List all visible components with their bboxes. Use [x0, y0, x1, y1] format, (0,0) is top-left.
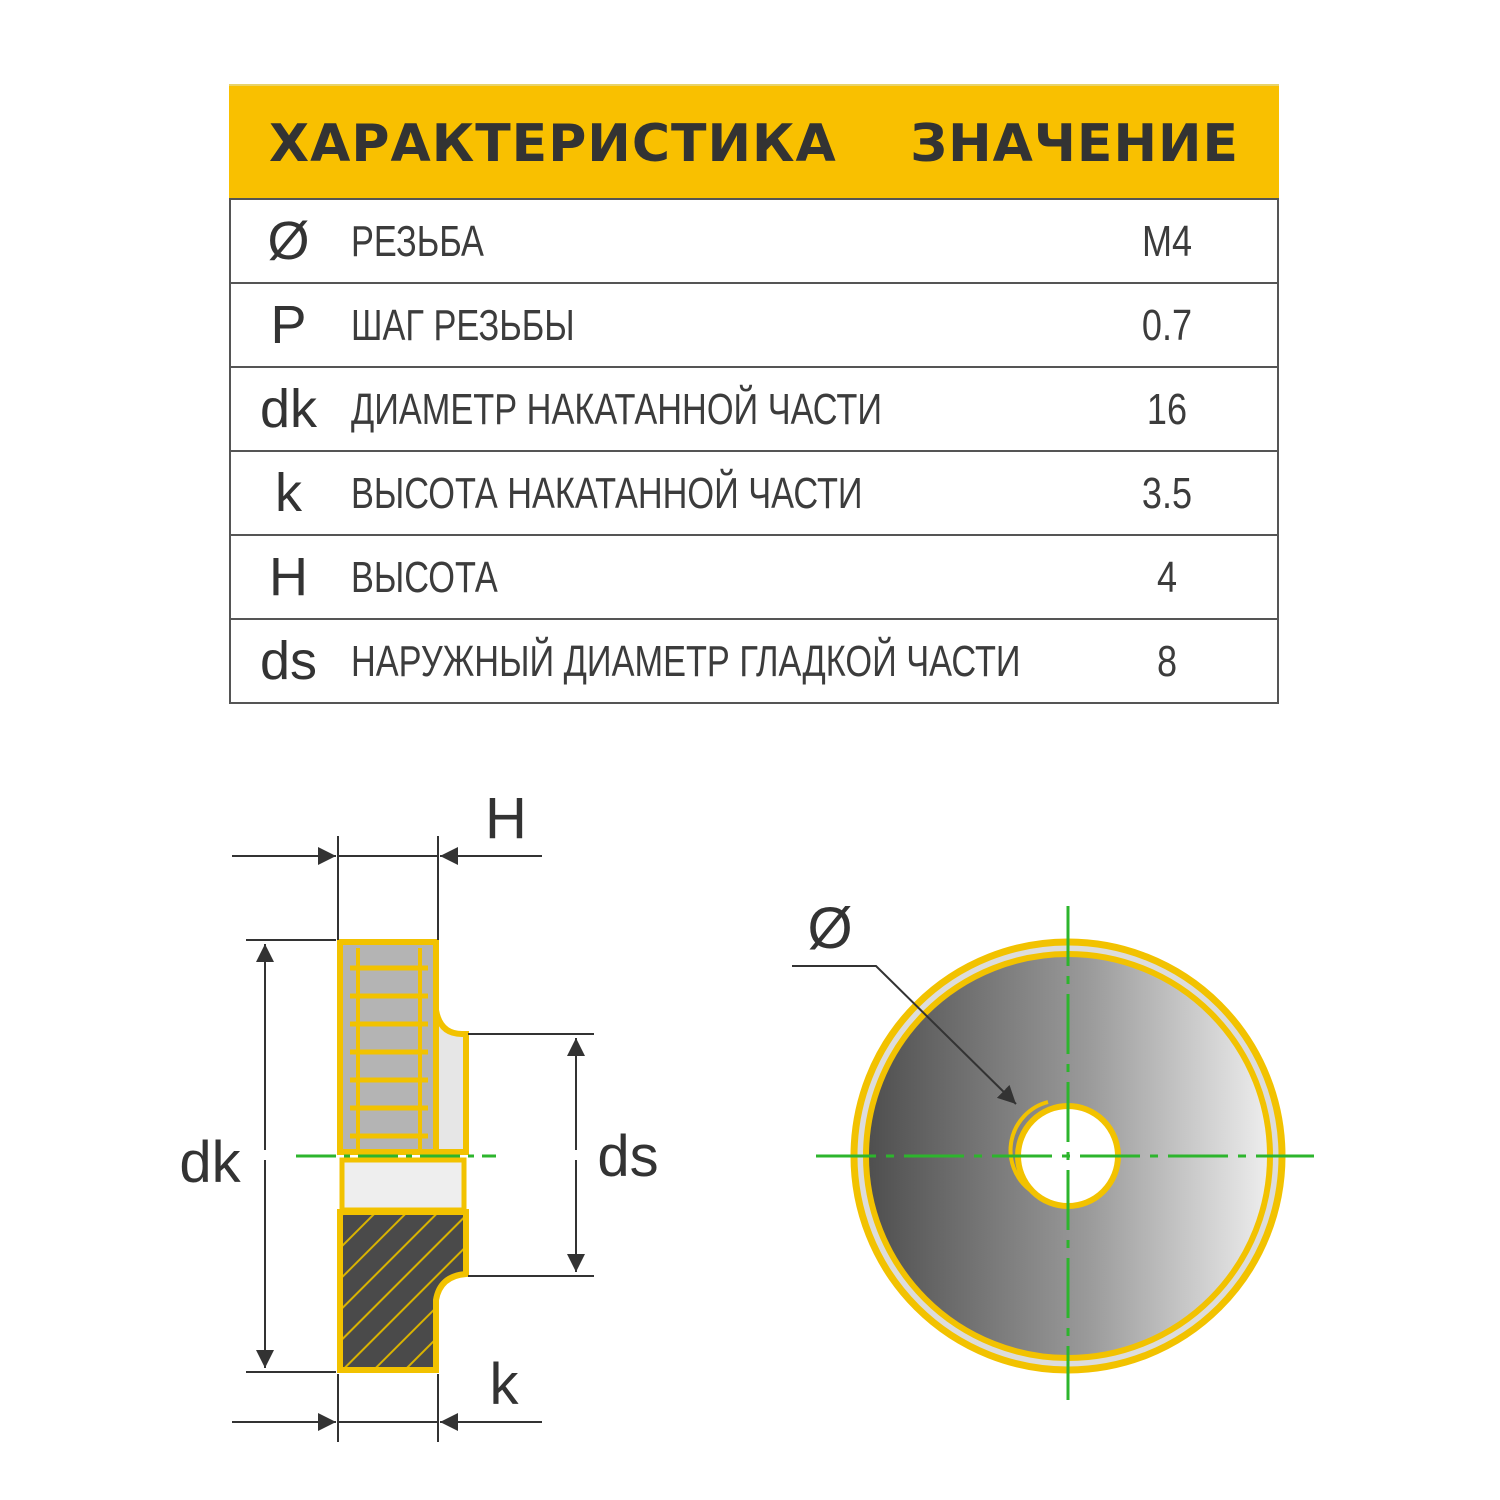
row-label: ШАГ РЕЗЬБЫ: [351, 301, 575, 350]
header-value: ЗНАЧЕНИЕ: [910, 114, 1239, 174]
hatched-section: [340, 1212, 466, 1370]
row-value: 3.5: [1141, 469, 1193, 518]
dimension-H: [232, 786, 542, 940]
label-H: H: [485, 786, 527, 851]
row-symbol: Ø: [267, 211, 310, 271]
row-value: 4: [1156, 553, 1178, 602]
label-k: k: [489, 1352, 519, 1417]
smooth-shoulder: [436, 1010, 466, 1152]
row-label: ДИАМЕТР НАКАТАННОЙ ЧАСТИ: [351, 385, 883, 434]
label-thread: Ø: [807, 896, 853, 961]
row-symbol: P: [270, 295, 307, 355]
row-symbol: H: [269, 547, 308, 607]
row-symbol: ds: [259, 631, 318, 691]
row-label: ВЫСОТА: [351, 553, 498, 602]
row-value: 16: [1146, 385, 1188, 434]
header-characteristic: ХАРАКТЕРИСТИКА: [269, 114, 837, 174]
front-view: [792, 896, 1314, 1400]
row-symbol: dk: [259, 379, 318, 439]
row-label: РЕЗЬБА: [351, 217, 484, 266]
side-view: [296, 942, 496, 1370]
bore: [342, 1160, 464, 1210]
row-label: ВЫСОТА НАКАТАННОЙ ЧАСТИ: [351, 469, 863, 518]
row-value: 0.7: [1141, 301, 1193, 350]
row-symbol: k: [275, 463, 302, 523]
dimension-ds: [468, 1034, 659, 1276]
row-value: 8: [1156, 637, 1178, 686]
row-label: НАРУЖНЫЙ ДИАМЕТР ГЛАДКОЙ ЧАСТИ: [351, 637, 1021, 686]
label-ds: ds: [597, 1124, 659, 1189]
label-dk: dk: [179, 1130, 241, 1195]
row-value: M4: [1141, 217, 1193, 266]
